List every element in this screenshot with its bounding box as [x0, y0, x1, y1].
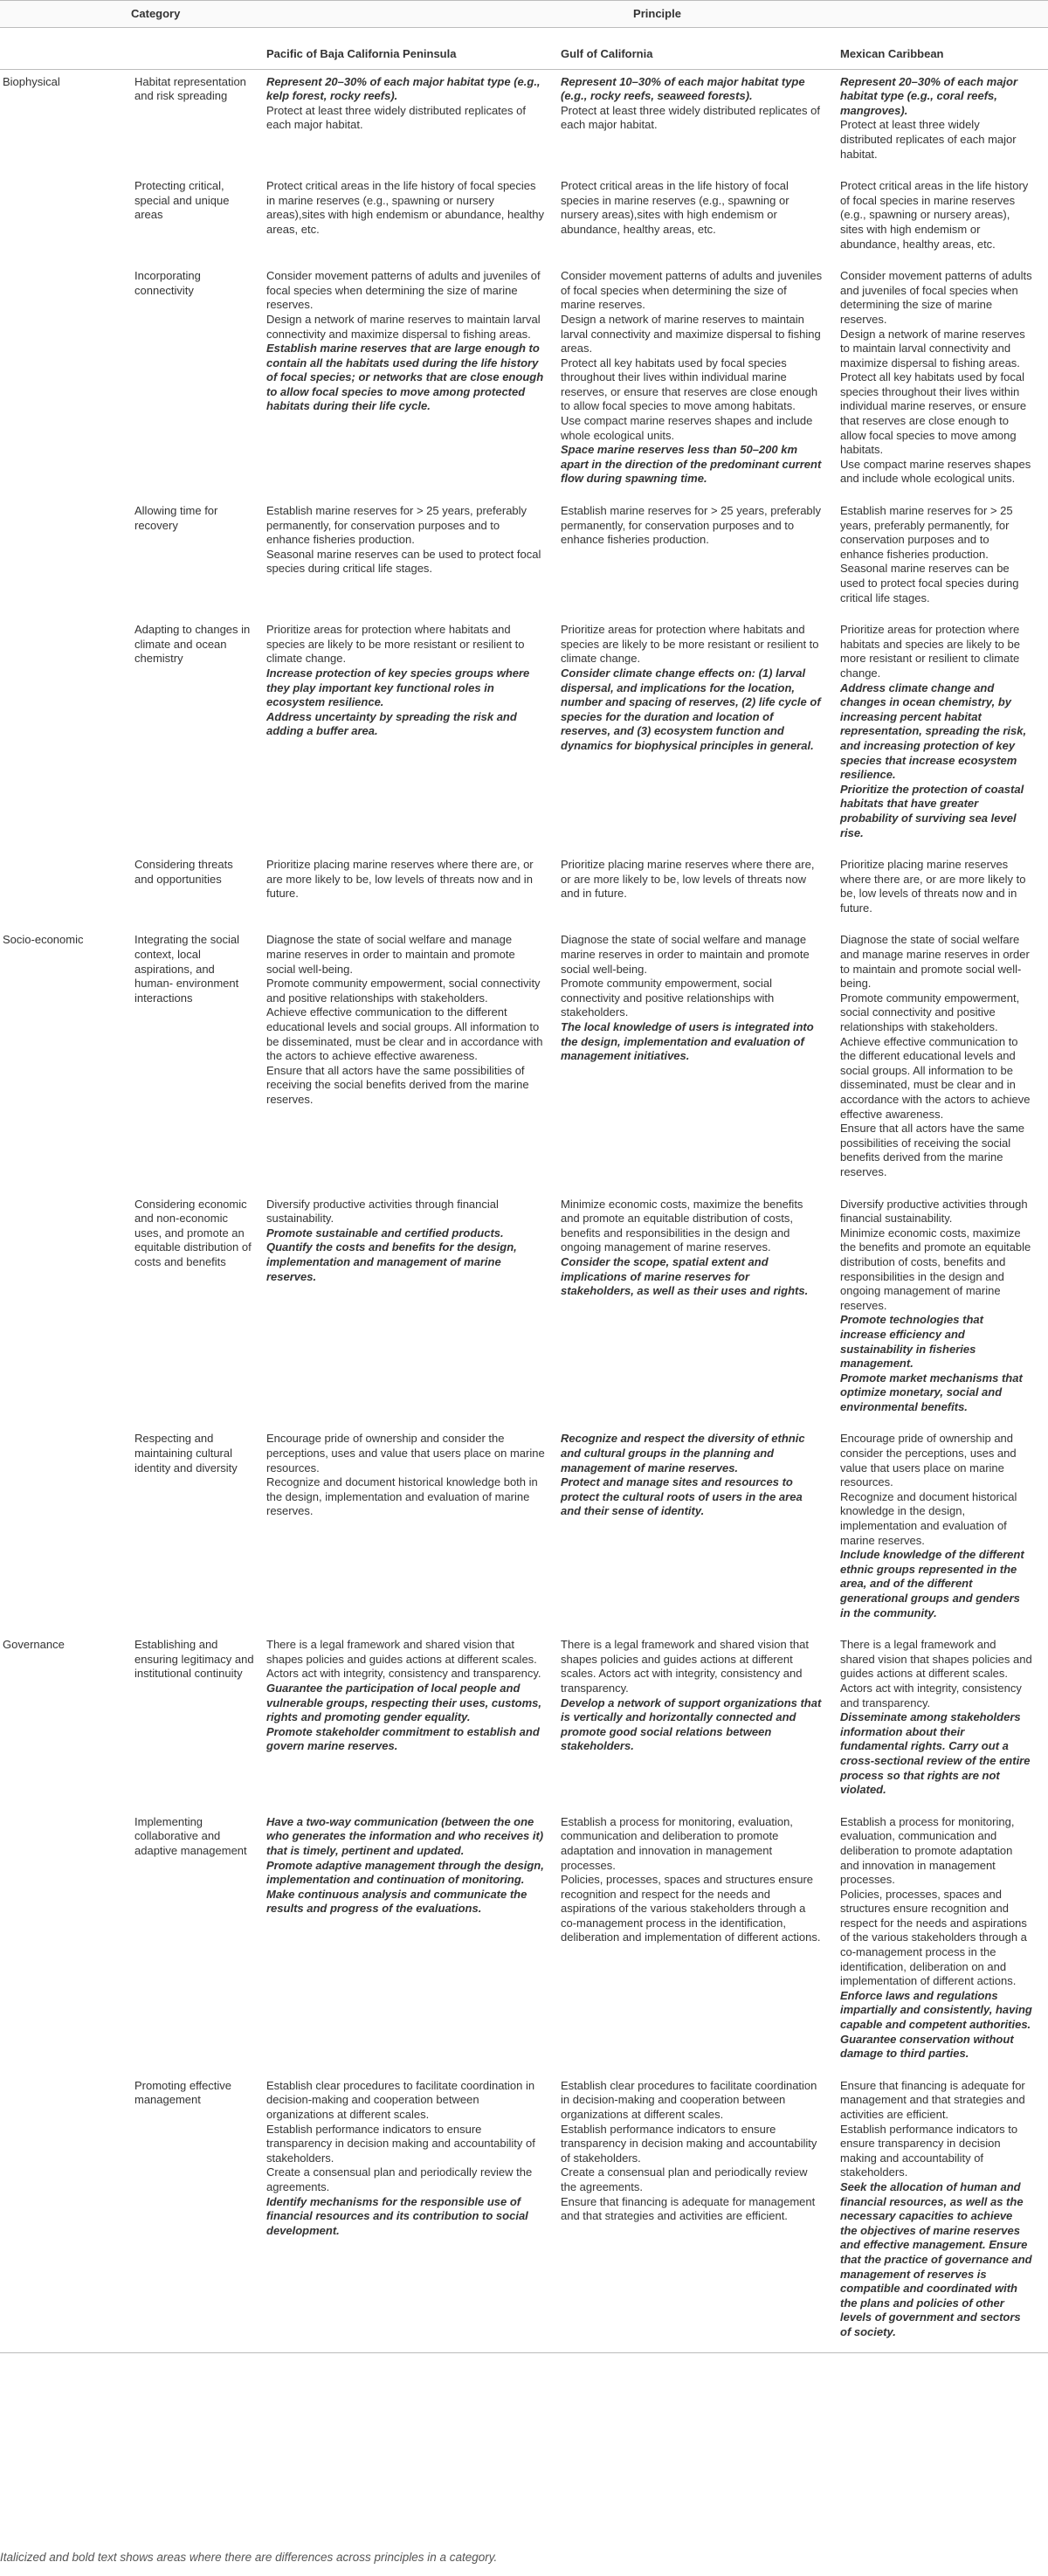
- principle-text: Establish marine reserves for > 25 years, preferably permanently, for conservation purposes and to enhance fisheries production.: [561, 504, 822, 547]
- cell-gulf: [561, 69, 840, 174]
- principle-text: Establish clear procedures to facilitate coordination in decision-making and cooperation between organizations at different scales.: [561, 2078, 817, 2121]
- cell-caribbean: [840, 2074, 1048, 2352]
- cell-caribbean: [840, 928, 1048, 1191]
- table-row: [0, 1192, 1048, 1427]
- principle-text: Design a network of marine reserves to maintain larval connectivity and maximize dispersal to fishing areas.: [561, 312, 821, 356]
- principle-text: Establish performance indicators to ensure transparency in decision making and accountability of stakeholders.: [266, 2122, 535, 2165]
- principle-text: Protect at least three widely distributed replicates of each major habitat.: [561, 103, 820, 132]
- difference-text: Increase protection of key species groups where they play important key functional roles in ecosystem resilience.: [266, 666, 530, 709]
- group-cell: [0, 853, 131, 928]
- category-cell: Protecting critical, special and unique areas: [134, 179, 230, 222]
- principle-text: Protect all key habitats used by focal species throughout their lives within individual marine reserves, or ensure that reserves are close enough to allow focal species to move among habitats.: [561, 356, 818, 413]
- principle-text: Protect all key habitats used by focal species throughout their lives within individual marine reserves, or ensure that reserves are close enough to allow focal species to move among habitats.: [840, 370, 1027, 457]
- difference-text: Protect and manage sites and resources to protect the cultural roots of users in the area and their sense of identity.: [561, 1475, 803, 1518]
- principle-text: Ensure that all actors have the same possibilities of receiving the social benefits derived from the marine reserves.: [266, 1063, 529, 1106]
- category-cell: Respecting and maintaining cultural identity and diversity: [134, 1432, 238, 1474]
- difference-text: Address climate change and changes in ocean chemistry, by increasing percent habitat representation, spreading the risk, and increasing protection of key species that increase ecosystem resilience.: [840, 680, 1027, 782]
- difference-text: Represent 20–30% of each major habitat type (e.g., kelp forest, rocky reefs).: [266, 74, 541, 103]
- principle-text: Seasonal marine reserves can be used to protect focal species during critical life stages.: [266, 547, 541, 576]
- cell-pacific: [266, 853, 561, 928]
- difference-text: Represent 20–30% of each major habitat type (e.g., coral reefs, mangroves).: [840, 74, 1018, 117]
- region-header-gulf: Gulf of California: [561, 28, 840, 70]
- principle-text: Protect critical areas in the life history of focal species in marine reserves (e.g., spawning or nursery areas),sites with high endemism or abundance, healthy areas, etc.: [561, 179, 789, 236]
- category-cell: Allowing time for recovery: [134, 504, 218, 532]
- category-cell: Incorporating connectivity: [134, 269, 201, 297]
- difference-text: Establish marine reserves that are large enough to contain all the habitats used during the life history of focal species; or networks that are close enough to allow focal species to move among protected habitats during their life cycle.: [266, 342, 544, 413]
- cell-gulf: [561, 499, 840, 618]
- difference-text: Promote technologies that increase efficiency and sustainability in fisheries management.: [840, 1313, 983, 1371]
- principle-text: Create a consensual plan and periodically review the agreements.: [561, 2165, 808, 2193]
- difference-text: Recognize and respect the diversity of ethnic and cultural groups in the planning and management of marine reserves.: [561, 1432, 805, 1474]
- principle-text: Minimize economic costs, maximize the benefits and promote an equitable distribution of costs, benefits and responsibilities in the design and ongoing management of marine reserves.: [840, 1226, 1031, 1312]
- cell-pacific: [266, 69, 561, 174]
- group-cell: Governance: [3, 1638, 65, 1652]
- cell-gulf: [561, 2074, 840, 2352]
- principle-text: Prioritize areas for protection where habitats and species are likely to be more resistant or resilient to climate change.: [266, 623, 525, 666]
- table-row: [0, 1810, 1048, 2074]
- difference-text: Represent 10–30% of each major habitat type (e.g., rocky reefs, seaweed forests).: [561, 74, 805, 103]
- difference-text: Guarantee the participation of local people and vulnerable groups, respecting their uses, customs, rights and promoting gender equality.: [266, 1681, 541, 1724]
- header-row-regions: [0, 28, 1048, 70]
- cell-pacific: [266, 1426, 561, 1633]
- cell-gulf: [561, 618, 840, 853]
- principle-text: Minimize economic costs, maximize the benefits and promote an equitable distribution of costs, benefits and responsibilities in the design and ongoing management of marine reserves.: [561, 1197, 803, 1254]
- principle-text: Ensure that financing is adequate for management and that strategies and activities are efficient.: [561, 2194, 816, 2223]
- cell-pacific: [266, 1633, 561, 1810]
- footnote: Italicized and bold text shows areas where there are differences across principles in a category.: [0, 2551, 498, 2564]
- principle-text: Create a consensual plan and periodically review the agreements.: [266, 2165, 533, 2193]
- cell-gulf: [561, 1633, 840, 1810]
- cell-pacific: [266, 1810, 561, 2074]
- difference-text: Promote sustainable and certified products.: [266, 1226, 504, 1240]
- principle-text: Establish a process for monitoring, evaluation, communication and deliberation to promote adaptation and innovation in management processes.: [561, 1814, 793, 1872]
- category-cell: Habitat representation and risk spreading: [134, 74, 246, 103]
- principle-text: Promote community empowerment, social connectivity and positive relationships with stakeholders.: [266, 977, 541, 1005]
- principle-text: Prioritize placing marine reserves where there are, or are more likely to be, low levels of threats now and in future.: [561, 858, 815, 901]
- difference-text: Promote adaptive management through the design, implementation and continuation of monitoring. Make continuous analysis and communicate the results and progress of the evaluations.: [266, 1858, 544, 1916]
- principle-text: Policies, processes, spaces and structures ensure recognition and respect for the needs and aspirations of the various stakeholders through a co-management process in the identification, deliberation on and implementation of different actions.: [840, 1887, 1027, 1988]
- principle-header: Principle: [266, 1, 1048, 28]
- principle-text: Establish clear procedures to facilitate coordination in decision-making and cooperation between organizations at different scales.: [266, 2078, 535, 2121]
- table-row: [0, 69, 1048, 174]
- difference-text: Seek the allocation of human and financial resources, as well as the necessary capacities to achieve the objectives of marine reserves and effective management. Ensure that the practice of governance and management of reserves is compatible and coordinated with the plans and policies of other levels of government and sectors of society.: [840, 2179, 1032, 2338]
- table-row: [0, 2074, 1048, 2352]
- group-cell: [0, 174, 131, 264]
- group-cell: Socio-economic: [3, 933, 84, 947]
- principle-text: Recognize and document historical knowledge in the design, implementation and evaluation of marine reserves.: [840, 1489, 1017, 1547]
- cell-pacific: [266, 1192, 561, 1427]
- principle-text: Diversify productive activities through financial sustainability.: [840, 1197, 1028, 1226]
- cell-pacific: [266, 264, 561, 499]
- principle-text: Protect at least three widely distributed replicates of each major habitat.: [266, 103, 526, 132]
- category-cell: Considering economic and non-economic uses, and promote an equitable distribution of costs and benefits: [134, 1197, 252, 1268]
- group-cell: [0, 1426, 131, 1633]
- cell-caribbean: [840, 618, 1048, 853]
- principle-text: Establish marine reserves for > 25 years, preferably permanently, for conservation purposes and to enhance fisheries production.: [266, 504, 527, 547]
- table-row: [0, 618, 1048, 853]
- principle-text: Use compact marine reserves shapes and include whole ecological units.: [561, 414, 813, 442]
- difference-text: Enforce laws and regulations impartially and consistently, having capable and competent authorities. Guarantee conservation without damage to third parties.: [840, 1988, 1032, 2061]
- difference-text: Consider the scope, spatial extent and implications of marine reserves for stakeholders, as well as their uses and rights.: [561, 1254, 809, 1298]
- principle-text: Diagnose the state of social welfare and manage marine reserves in order to maintain and promote social well-being.: [266, 933, 515, 976]
- cell-gulf: [561, 928, 840, 1191]
- principle-text: Establish a process for monitoring, evaluation, communication and deliberation to promote adaptation and innovation in management processes.: [840, 1814, 1015, 1887]
- region-header-caribbean: Mexican Caribbean: [840, 28, 1048, 70]
- region-header-pacific: Pacific of Baja California Peninsula: [266, 28, 561, 70]
- difference-text: Quantify the costs and benefits for the design, implementation and management of marine reserves.: [266, 1240, 517, 1283]
- principle-text: Design a network of marine reserves to maintain larval connectivity and maximize dispersal to fishing areas.: [266, 312, 541, 341]
- principle-text: Diagnose the state of social welfare and manage marine reserves in order to maintain and promote social well-being.: [840, 933, 1030, 991]
- principle-text: Protect at least three widely distributed replicates of each major habitat.: [840, 118, 1017, 161]
- cell-caribbean: [840, 499, 1048, 618]
- cell-caribbean: [840, 853, 1048, 928]
- cell-pacific: [266, 2074, 561, 2352]
- principle-text: Prioritize areas for protection where habitats and species are likely to be more resistant or resilient to climate change.: [840, 623, 1020, 680]
- cell-caribbean: [840, 1810, 1048, 2074]
- table-row: [0, 1426, 1048, 1633]
- principle-text: Diversify productive activities through financial sustainability.: [266, 1197, 499, 1226]
- principle-text: Diagnose the state of social welfare and manage marine reserves in order to maintain and promote social well-being.: [561, 933, 810, 976]
- principle-text: Consider movement patterns of adults and juveniles of focal species when determining the size of marine reserves.: [266, 269, 541, 312]
- category-cell: Implementing collaborative and adaptive management: [134, 1814, 247, 1857]
- principle-text: Achieve effective communication to the different educational levels and social groups. All information to be disseminated, must be clear and in accordance with the actors to achieve effective awareness.: [840, 1034, 1031, 1121]
- cell-gulf: [561, 1192, 840, 1427]
- category-cell: Establishing and ensuring legitimacy and institutional continuity: [134, 1638, 254, 1681]
- cell-gulf: [561, 853, 840, 928]
- difference-text: Consider climate change effects on: (1) larval dispersal, and implications for the location, number and spacing of reserves, (2) life cycle of species for the duration and location of reserves, and (3) ecosystem function and dynamics for biophysical principles in general.: [561, 666, 821, 752]
- principle-text: Protect critical areas in the life history of focal species in marine reserves (e.g., spawning or nursery areas),sites with high endemism or abundance, healthy areas, etc.: [266, 179, 544, 236]
- cell-gulf: [561, 264, 840, 499]
- table-row: [0, 174, 1048, 264]
- group-cell: [0, 264, 131, 499]
- cell-caribbean: [840, 264, 1048, 499]
- difference-text: Develop a network of support organizations that is vertically and horizontally connected and promote good social relations between stakeholders.: [561, 1695, 822, 1753]
- table-row: [0, 499, 1048, 618]
- principle-text: Seasonal marine reserves can be used to protect focal species during critical life stages.: [840, 562, 1019, 604]
- cell-pacific: [266, 618, 561, 853]
- category-cell: Considering threats and opportunities: [134, 858, 233, 886]
- principle-text: Design a network of marine reserves to maintain larval connectivity and maximize dispersal to fishing areas.: [840, 327, 1025, 369]
- difference-text: Include knowledge of the different ethnic groups represented in the area, and of the different generational groups and genders in the community.: [840, 1548, 1024, 1619]
- difference-text: Address uncertainty by spreading the risk and adding a buffer area.: [266, 709, 517, 738]
- group-cell: Biophysical: [3, 74, 60, 88]
- principle-text: There is a legal framework and shared vision that shapes policies and guides actions at different scales. Actors act with integrity, consistency and transparency.: [266, 1638, 541, 1681]
- principle-text: Prioritize placing marine reserves where there are, or are more likely to be, low levels of threats now and in future.: [266, 858, 534, 901]
- group-cell: [0, 499, 131, 618]
- group-header: [0, 1, 131, 28]
- difference-text: Space marine reserves less than 50–200 km apart in the direction of the predominant current flow during spawning time.: [561, 443, 822, 486]
- principle-text: Establish performance indicators to ensure transparency in decision making and accountability of stakeholders.: [561, 2122, 817, 2165]
- difference-text: Disseminate among stakeholders information about their fundamental rights. Carry out a cross-sectional review of the entire process so that rights are not violated.: [840, 1710, 1031, 1797]
- cell-gulf: [561, 1810, 840, 2074]
- principle-text: Policies, processes, spaces and structures ensure recognition and respect for the needs and aspirations of the various stakeholders through a co-management process in the identification, deliberation and implementation of different actions.: [561, 1873, 821, 1944]
- category-cell: Integrating the social context, local aspirations, and human- environment interactions: [134, 933, 239, 1005]
- principle-text: There is a legal framework and shared vision that shapes policies and guides actions at different scales. Actors act with integrity, consistency and transparency.: [561, 1638, 809, 1695]
- cell-gulf: [561, 174, 840, 264]
- table-row: [0, 928, 1048, 1191]
- cell-caribbean: [840, 1192, 1048, 1427]
- principle-text: Ensure that financing is adequate for management and that strategies and activities are efficient.: [840, 2078, 1025, 2121]
- table-row: [0, 1633, 1048, 1810]
- principle-text: Ensure that all actors have the same possibilities of receiving the social benefits derived from the marine reserves.: [840, 1122, 1025, 1178]
- principle-text: Protect critical areas in the life history of focal species in marine reserves (e.g., spawning or nursery areas), sites with high endemism or abundance, healthy areas, etc.: [840, 179, 1029, 251]
- group-cell: [0, 2074, 131, 2352]
- principle-text: Prioritize placing marine reserves where there are, or are more likely to be, low levels of threats now and in future.: [840, 858, 1026, 915]
- header-row-top: [0, 1, 1048, 28]
- difference-text: Identify mechanisms for the responsible use of financial resources and its contribution to social development.: [266, 2194, 528, 2237]
- difference-text: Promote market mechanisms that optimize monetary, social and environmental benefits.: [840, 1371, 1023, 1413]
- cell-pacific: [266, 174, 561, 264]
- principle-text: Establish marine reserves for > 25 years, preferably permanently, for conservation purposes and to enhance fisheries production.: [840, 504, 1013, 561]
- category-header: Category: [131, 1, 266, 28]
- principle-text: Encourage pride of ownership and consider the perceptions, uses and value that users place on marine resources.: [840, 1432, 1017, 1489]
- principle-text: Achieve effective communication to the different educational levels and social groups. All information to be disseminated, must be clear and in accordance with the actors to achieve effective awareness.: [266, 1005, 543, 1063]
- cell-caribbean: [840, 174, 1048, 264]
- cell-caribbean: [840, 1633, 1048, 1810]
- principle-text: Promote community empowerment, social connectivity and positive relationships with stakeholders.: [840, 991, 1020, 1034]
- principle-text: Promote community empowerment, social connectivity and positive relationships with stakeholders.: [561, 977, 775, 1019]
- principle-text: Consider movement patterns of adults and juveniles of focal species when determining the size of marine reserves.: [840, 269, 1032, 326]
- table-row: [0, 264, 1048, 499]
- cell-caribbean: [840, 69, 1048, 174]
- cell-gulf: [561, 1426, 840, 1633]
- difference-text: Have a two-way communication (between the one who generates the information and who receives it) that is timely, pertinent and updated.: [266, 1814, 544, 1857]
- principle-text: Use compact marine reserves shapes and include whole ecological units.: [840, 457, 1031, 486]
- category-cell: Promoting effective management: [131, 2074, 266, 2352]
- principle-text: There is a legal framework and shared vision that shapes policies and guides actions at different scales. Actors act with integrity, consistency and transparency.: [840, 1638, 1032, 1709]
- table-body: [0, 69, 1048, 2352]
- principle-text: Encourage pride of ownership and consider the perceptions, uses and value that users place on marine resources.: [266, 1432, 545, 1474]
- difference-text: Promote stakeholder commitment to establish and govern marine reserves.: [266, 1724, 540, 1753]
- principle-text: Consider movement patterns of adults and juveniles of focal species when determining the size of marine reserves.: [561, 269, 823, 312]
- principle-text: Prioritize areas for protection where habitats and species are likely to be more resistant or resilient to climate change.: [561, 623, 819, 666]
- cell-pacific: [266, 928, 561, 1191]
- group-cell: [0, 1810, 131, 2074]
- group-cell: [0, 1192, 131, 1427]
- principle-text: Recognize and document historical knowledge both in the design, implementation and evaluation of marine reserves.: [266, 1475, 538, 1518]
- group-cell: [0, 618, 131, 853]
- difference-text: The local knowledge of users is integrated into the design, implementation and evaluation of management initiatives.: [561, 1020, 814, 1063]
- cell-caribbean: [840, 1426, 1048, 1633]
- principle-text: Establish performance indicators to ensure transparency in decision making and accountability of stakeholders.: [840, 2122, 1018, 2179]
- category-cell: Adapting to changes in climate and ocean chemistry: [134, 623, 251, 666]
- difference-text: Prioritize the protection of coastal habitats that have greater probability of surviving sea level rise.: [840, 782, 1024, 839]
- table-row: [0, 853, 1048, 928]
- cell-pacific: [266, 499, 561, 618]
